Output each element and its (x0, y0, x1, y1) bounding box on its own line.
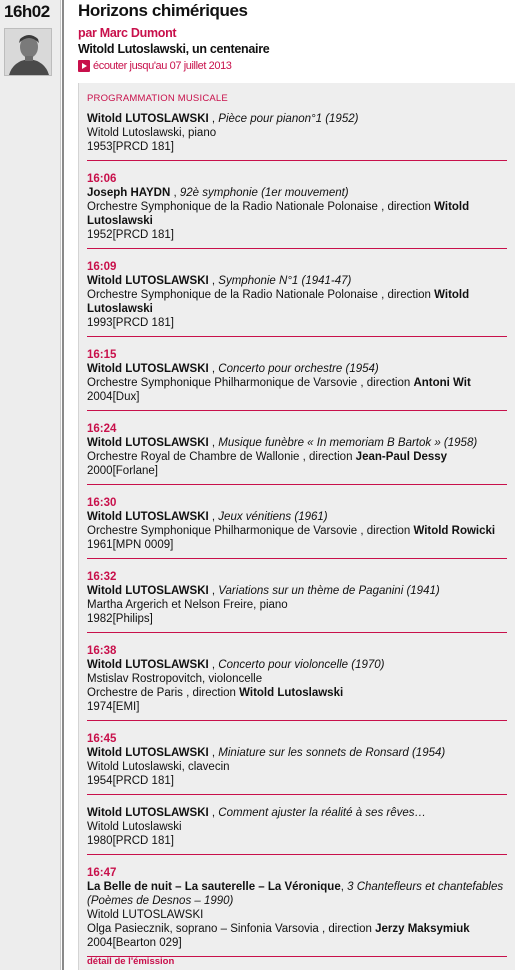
play-icon[interactable] (78, 60, 90, 72)
entry-composer: Witold LUTOSLAWSKI (87, 807, 209, 819)
performer-text: Orchestre Symphonique Philharmonique de Varsovie , direction (87, 377, 414, 389)
entry-heading: Witold LUTOSLAWSKI , Symphonie N°1 (1941-47) (87, 275, 352, 287)
entry-reference: 2004[Dux] (87, 391, 140, 403)
entry-work: Miniature sur les sonnets de Ronsard (1954) (218, 747, 446, 759)
entry-reference: 1952[PRCD 181] (87, 229, 174, 241)
entry-composer: Witold LUTOSLAWSKI (87, 113, 209, 125)
playlist-entry (87, 420, 507, 485)
entry-reference: 1961[MPN 0009] (87, 539, 174, 551)
performer-text: Olga Pasiecznik, soprano – Sinfonia Varsovia , direction (87, 923, 376, 935)
show-subtitle: Witold Lutoslawski, un centenaire (78, 42, 270, 56)
entry-work: 3 Chantefleurs et chantefables (Poèmes de Desnos – 1990) (87, 881, 504, 907)
entry-heading: Witold LUTOSLAWSKI , Musique funèbre « In memoriam B Bartok » (1958) (87, 437, 478, 449)
entry-time: 16:06 (87, 173, 117, 185)
playlist-entry (87, 110, 507, 161)
entry-work: Variations sur un thème de Paganini (1941) (218, 585, 440, 597)
entry-composer: Joseph HAYDN (87, 187, 171, 199)
entry-heading: Witold LUTOSLAWSKI , Concerto pour violoncelle (1970) (87, 659, 385, 671)
entry-composer: Witold LUTOSLAWSKI (87, 437, 209, 449)
entry-composer: Witold LUTOSLAWSKI (87, 585, 209, 597)
entry-work: Pièce pour pianon°1 (1952) (218, 113, 359, 125)
entry-reference: 2000[Forlane] (87, 465, 158, 477)
entry-heading: Witold LUTOSLAWSKI , Comment ajuster la réalité à ses rêves… (87, 807, 427, 819)
entry-composer: Witold LUTOSLAWSKI (87, 747, 209, 759)
show-header (78, 0, 518, 72)
entry-heading: Witold LUTOSLAWSKI , Jeux vénitiens (1961) (87, 511, 328, 523)
entry-performer (87, 760, 507, 774)
entry-composer: Witold LUTOSLAWSKI (87, 275, 209, 287)
entry-time: 16:45 (87, 733, 117, 745)
performer-text: Orchestre de Paris , direction (87, 687, 240, 699)
entry-performer (87, 376, 507, 390)
entry-performer (87, 908, 507, 922)
playlist-entry (87, 170, 507, 249)
column-divider (62, 0, 64, 970)
entry-time: 16:32 (87, 571, 117, 583)
broadcast-time: 16h02 (4, 2, 50, 21)
entry-work: Jeux vénitiens (1961) (218, 511, 328, 523)
show-title: Horizons chimériques (78, 1, 248, 20)
entry-reference: 2004[Bearton 029] (87, 937, 182, 949)
performer-text: Orchestre Royal de Chambre de Wallonie , direction (87, 451, 356, 463)
entry-performer (87, 200, 507, 228)
entry-performer (87, 126, 507, 140)
playlist-entry (87, 258, 507, 337)
conductor-name: Witold Lutoslawski (239, 687, 344, 699)
entry-heading: Witold LUTOSLAWSKI , Variations sur un thème de Paganini (1941) (87, 585, 440, 597)
performer-text: Martha Argerich et Nelson Freire, piano (87, 599, 288, 611)
time-column (0, 0, 61, 970)
conductor-name: Jean-Paul Dessy (355, 451, 448, 463)
entry-work: Comment ajuster la réalité à ses rêves… (218, 807, 427, 819)
performer-text: Witold Lutoslawski, clavecin (87, 761, 230, 773)
entry-work: Concerto pour violoncelle (1970) (218, 659, 385, 671)
host-portrait-icon (5, 29, 51, 75)
entry-work: Concerto pour orchestre (1954) (218, 363, 379, 375)
entry-performer (87, 922, 507, 936)
entry-reference: 1980[PRCD 181] (87, 835, 174, 847)
entry-performer (87, 672, 507, 686)
entry-performer (87, 524, 507, 538)
entry-heading: Witold LUTOSLAWSKI , Concerto pour orchestre (1954) (87, 363, 379, 375)
performer-text: Orchestre Symphonique de la Radio Nationale Polonaise , direction (87, 289, 435, 301)
entry-reference: 1993[PRCD 181] (87, 317, 174, 329)
listen-link[interactable] (78, 60, 518, 72)
entry-reference: 1974[EMI] (87, 701, 140, 713)
entry-heading: La Belle de nuit – La sauterelle – La Véronique, 3 Chantefleurs et chantefables (Poèmes de Desnos – 1990) (87, 881, 504, 907)
playlist-entry (87, 568, 507, 633)
host-avatar (4, 28, 52, 76)
entry-work: Symphonie N°1 (1941-47) (218, 275, 352, 287)
entry-work: Musique funèbre « In memoriam B Bartok » (1958) (218, 437, 478, 449)
playlist-entry (87, 346, 507, 411)
show-host[interactable]: par Marc Dumont (78, 26, 177, 40)
performer-text: Mstislav Rostropovitch, violoncelle (87, 673, 263, 685)
playlist-entry (87, 864, 507, 957)
performer-text: Witold Lutoslawski, piano (87, 127, 217, 139)
entry-time: 16:38 (87, 645, 117, 657)
entry-performer (87, 450, 507, 464)
entry-time: 16:09 (87, 261, 117, 273)
section-label: PROGRAMMATION MUSICALE (87, 93, 228, 104)
detail-link[interactable]: détail de l'émission (87, 956, 175, 967)
performer-text: Witold LUTOSLAWSKI (87, 909, 204, 921)
entry-time: 16:47 (87, 867, 117, 879)
conductor-name: Witold Lutoslawski (87, 201, 470, 227)
playlist-entry (87, 494, 507, 559)
playlist-entry (87, 642, 507, 721)
entry-heading: Witold LUTOSLAWSKI , Pièce pour pianon°1 (1952) (87, 113, 359, 125)
playlist-entry (87, 730, 507, 795)
entry-work: 92è symphonie (1er mouvement) (179, 187, 349, 199)
entry-performer (87, 820, 507, 834)
entry-composer: La Belle de nuit – La sauterelle – La Véronique (87, 881, 341, 893)
conductor-name: Witold Lutoslawski (87, 289, 470, 315)
entry-reference: 1982[Philips] (87, 613, 153, 625)
entry-composer: Witold LUTOSLAWSKI (87, 511, 209, 523)
entry-reference: 1953[PRCD 181] (87, 141, 174, 153)
entry-time: 16:15 (87, 349, 117, 361)
entry-heading: Witold LUTOSLAWSKI , Miniature sur les sonnets de Ronsard (1954) (87, 747, 446, 759)
entry-time: 16:30 (87, 497, 117, 509)
playlist-entry (87, 804, 507, 855)
conductor-name: Antoni Wit (413, 377, 471, 389)
playlist-panel (78, 83, 515, 970)
conductor-name: Witold Rowicki (413, 525, 496, 537)
entry-performer (87, 598, 507, 612)
performer-text: Witold Lutoslawski (87, 821, 182, 833)
listen-label[interactable]: écouter jusqu'au 07 juillet 2013 (93, 60, 232, 72)
entry-heading: Joseph HAYDN , 92è symphonie (1er mouvement) (87, 187, 349, 199)
entry-time: 16:24 (87, 423, 117, 435)
performer-text: Orchestre Symphonique Philharmonique de Varsovie , direction (87, 525, 414, 537)
conductor-name: Jerzy Maksymiuk (375, 923, 470, 935)
performer-text: Orchestre Symphonique de la Radio Nationale Polonaise , direction (87, 201, 435, 213)
entry-composer: Witold LUTOSLAWSKI (87, 659, 209, 671)
entry-performer (87, 288, 507, 316)
playlist-entries (87, 110, 507, 966)
entry-composer: Witold LUTOSLAWSKI (87, 363, 209, 375)
entry-performer (87, 686, 507, 700)
entry-reference: 1954[PRCD 181] (87, 775, 174, 787)
